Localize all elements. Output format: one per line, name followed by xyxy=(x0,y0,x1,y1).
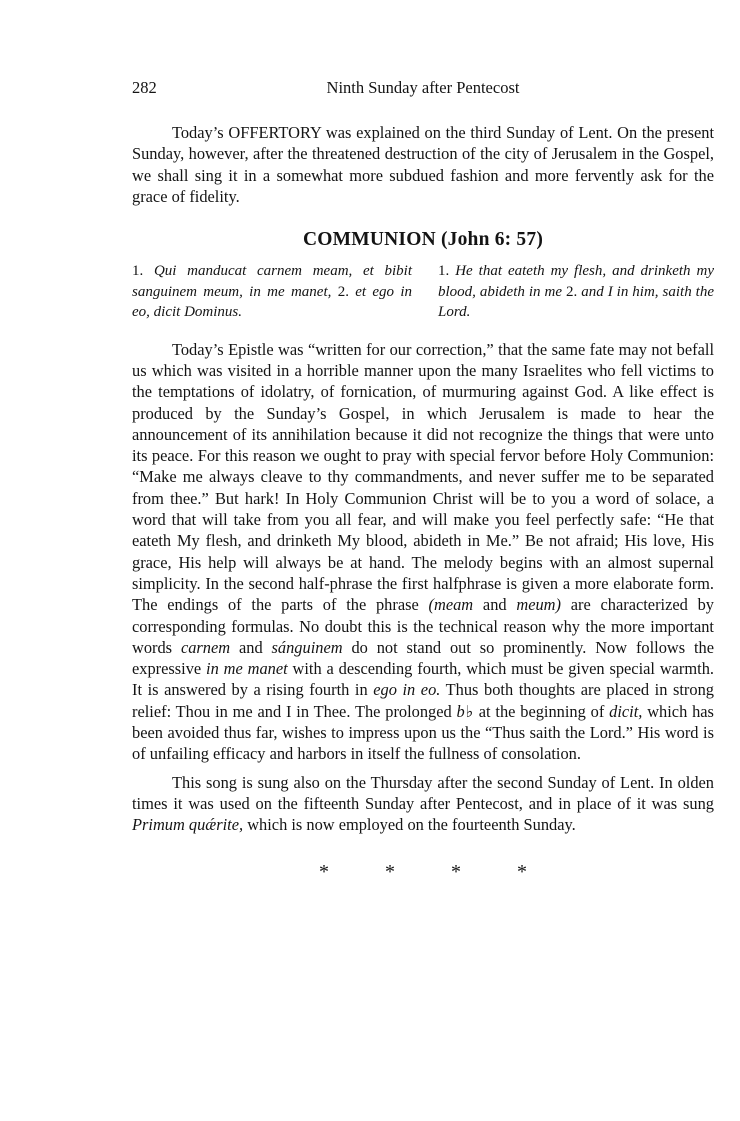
closing-text-2: which is now employed on the fourteenth Sunday. xyxy=(247,815,576,835)
commentary-paragraph xyxy=(132,339,714,765)
separator-asterisk: * xyxy=(319,860,329,883)
latin-verse-1: Qui manducat carnem meam, et bibit sanguinem meum, in me manet, xyxy=(132,263,412,300)
chant-text-columns xyxy=(132,261,714,323)
commentary-italic-ego-in-eo: ego in eo. xyxy=(373,680,441,700)
commentary-text-1: Today’s Epistle was “written for our correction,” that the same fate may not befall us which was visited in a horrible manner upon the many Israelites who fell victims to the temptations of idolatry, of fornication, of murmuring against God. A like effect is produced by the Sunday’s Gospel, in which Jerusalem is made to hear the announcement of its annihilation because it did not recognize the things that were unto its peace. For this reason we ought to pray with special fervor before Holy Communion: “Make me always cleave to thy commandments, and never suffer me to be separated from thee.” But hark! In Holy Communion Christ will be to you a word of solace, a word that will take from you all fear, and will make you feel perfectly safe: “He that eateth My flesh, and drinketh My blood, abideth in Me.” Be not afraid; His love, His grace, His help will always be at hand. The melody begins with an almost supernal simplicity. In the second half-phrase the first halfphrase is given a more elaborate form. The endings of the parts of the phrase xyxy=(132,339,714,615)
scripture-reference: (John 6: 57) xyxy=(440,229,544,251)
section-separator xyxy=(132,861,714,884)
latin-text xyxy=(132,261,412,323)
closing-paragraph xyxy=(132,772,714,836)
separator-asterisk: * xyxy=(517,860,527,883)
commentary-text-5: do not stand out so prominently. Now follows the expressive xyxy=(132,637,715,679)
separator-asterisk: * xyxy=(385,860,395,883)
commentary-text-2: and xyxy=(482,595,507,615)
running-title: Ninth Sunday after Pentecost xyxy=(326,78,520,97)
running-header xyxy=(132,78,714,100)
page-number: 282 xyxy=(132,78,157,97)
commentary-italic-meam: (meam xyxy=(428,595,474,615)
commentary-italic-b-flat: b♭ xyxy=(456,701,474,721)
commentary-italic-carnem: carnem xyxy=(180,637,231,657)
closing-italic-primum-quaerite: Primum quǽrite, xyxy=(132,815,244,835)
latin-verse-number-2: 2. xyxy=(337,283,349,300)
offertory-paragraph: Today’s OFFERTORY was explained on the third Sunday of Lent. On the present Sunday, however, after the threatened destruction of the city of Jerusalem in the Gospel, we shall sing it in a somewhat more subdued fashion and more fervently ask for the grace of fidelity. xyxy=(132,123,714,206)
commentary-text-4: and xyxy=(238,637,263,657)
closing-text-1: This song is sung also on the Thursday after the second Sunday of Lent. In olden times it was used on the fifteenth Sunday after Pentecost, and in place of it was sung xyxy=(132,772,714,813)
english-verse-2: and I in him, saith the Lord. xyxy=(438,283,715,321)
commentary-italic-sanguinem: sánguinem xyxy=(271,637,343,657)
communion-title: COMMUNION xyxy=(302,229,436,251)
communion-heading xyxy=(132,229,714,251)
commentary-italic-in-me-manet: in me manet xyxy=(206,659,288,679)
commentary-text-6: with a descending fourth, which must be given special warmth. It is answered by a rising fourth in xyxy=(132,659,714,700)
english-verse-number-1: 1. xyxy=(438,263,450,280)
separator-asterisk: * xyxy=(451,860,461,883)
book-page xyxy=(132,78,714,884)
commentary-italic-meum: meum) xyxy=(516,595,561,615)
commentary-text-3: are characterized by corresponding formulas. No doubt this is the technical reason why the more important words xyxy=(132,595,714,657)
latin-verse-2: et ego in eo, dicit Dominus. xyxy=(132,283,413,321)
latin-verse-number-1: 1. xyxy=(132,263,144,280)
commentary-text-9: which has been avoided thus far, wishes to impress upon us the “Thus saith the Lord.” His word is of unfailing efficacy and harbors in itself the fullness of consolation. xyxy=(132,701,714,764)
english-verse-1: He that eateth my flesh, and drinketh my blood, abideth in me xyxy=(438,263,714,300)
commentary-text-8: at the beginning of xyxy=(478,701,605,721)
english-translation xyxy=(438,261,714,323)
commentary-text-7: Thus both thoughts are placed in strong relief: Thou in me and I in Thee. The prolonged xyxy=(132,680,714,721)
commentary-italic-dicit: dicit, xyxy=(609,701,643,721)
english-verse-number-2: 2. xyxy=(565,283,578,300)
